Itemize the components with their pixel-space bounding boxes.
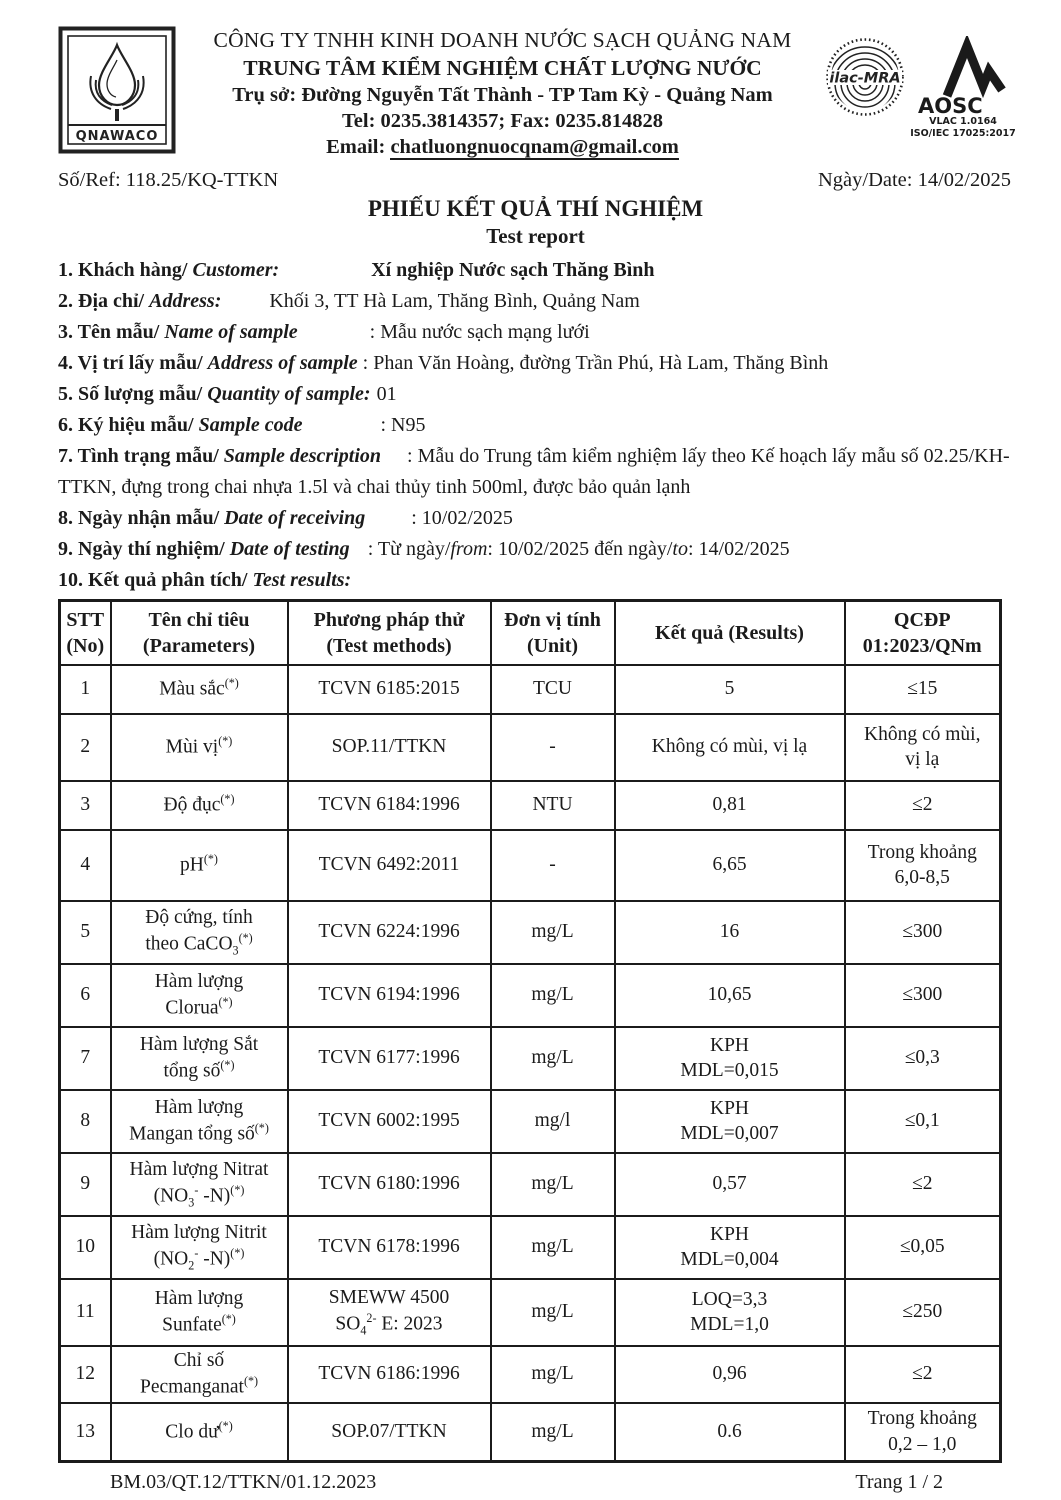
- cell-result: 6,65: [615, 830, 845, 901]
- cell-limit: Không có mùi, vị lạ: [845, 714, 1001, 781]
- cell-no: 12: [60, 1346, 111, 1403]
- cell-no: 4: [60, 830, 111, 901]
- column-header: QCĐP 01:2023/QNm: [845, 601, 1001, 665]
- info-item-date-testing: 9. Ngày thí nghiệm/ Date of testing : Từ ngày/from: 10/02/2025 đến ngày/to: 14/02/2025: [58, 538, 790, 560]
- report-subtitle: Test report: [486, 224, 585, 248]
- cell-param: Hàm lượng Mangan tổng số(*): [111, 1090, 288, 1153]
- vlac-code: VLAC 1.0164: [929, 116, 997, 127]
- cell-no: 8: [60, 1090, 111, 1153]
- cell-result: LOQ=3,3 MDL=1,0: [615, 1279, 845, 1346]
- letterhead: [58, 26, 1016, 159]
- column-header: STT (No): [60, 601, 111, 665]
- cell-result: KPH MDL=0,007: [615, 1090, 845, 1153]
- ilac-mra-logo-text: ilac-MRA: [829, 70, 901, 87]
- aosc-logo-icon: [910, 36, 1016, 140]
- info-item-sample-address: 4. Vị trí lấy mẫu/ Address of sample : Phan Văn Hoàng, đường Trần Phú, Hà Lam, Thăng Bình: [58, 352, 829, 374]
- ref-date: Ngày/Date: 14/02/2025: [817, 169, 1011, 191]
- cell-limit: ≤0,3: [845, 1027, 1001, 1090]
- cell-result: 0.6: [615, 1403, 845, 1462]
- cell-param: Mùi vị(*): [111, 714, 288, 781]
- info-item-quantity: 5. Số lượng mẫu/ Quantity of sample: 01: [58, 383, 397, 405]
- ref-number: Số/Ref: 118.25/KQ-TTKN: [58, 169, 279, 191]
- cell-unit: mg/l: [491, 1090, 615, 1153]
- form-code: BM.03/QT.12/TTKN/01.12.2023: [110, 1471, 377, 1493]
- cell-method: TCVN 6492:2011: [288, 830, 491, 901]
- cell-no: 6: [60, 964, 111, 1027]
- cell-method: SOP.11/TTKN: [288, 714, 491, 781]
- cell-unit: mg/L: [491, 1153, 615, 1216]
- accreditation-logos: [825, 26, 1016, 140]
- aosc-logo-text: AOSC: [918, 94, 983, 116]
- cell-result: 0,57: [615, 1153, 845, 1216]
- head-tel-fax: Tel: 0235.3814357; Fax: 0235.814828: [342, 110, 663, 132]
- table-row: [60, 1403, 1001, 1462]
- cell-param: Hàm lượng Sắt tổng số(*): [111, 1027, 288, 1090]
- table-row: [60, 1346, 1001, 1403]
- cell-unit: TCU: [491, 665, 615, 714]
- cell-limit: ≤250: [845, 1279, 1001, 1346]
- cell-result: 5: [615, 665, 845, 714]
- cell-no: 10: [60, 1216, 111, 1279]
- cell-unit: mg/L: [491, 1216, 615, 1279]
- cell-param: Hàm lượng Sunfate(*): [111, 1279, 288, 1346]
- letterhead-text: [180, 26, 825, 159]
- cell-unit: mg/L: [491, 901, 615, 964]
- table-row: [60, 714, 1001, 781]
- cell-method: TCVN 6185:2015: [288, 665, 491, 714]
- table-row: [60, 1216, 1001, 1279]
- cell-limit: ≤300: [845, 964, 1001, 1027]
- email-address: chatluongnuocqnam@gmail.com: [390, 136, 679, 158]
- cell-unit: mg/L: [491, 964, 615, 1027]
- column-header: Phương pháp thử (Test methods): [288, 601, 491, 665]
- info-item-date-receiving: 8. Ngày nhận mẫu/ Date of receiving : 10/02/2025: [58, 507, 513, 529]
- table-row: [60, 830, 1001, 901]
- cell-param: Độ đục(*): [111, 781, 288, 830]
- cell-method: SMEWW 4500 $SO_4^{2-}$ E: 2023: [288, 1279, 491, 1346]
- sample-info: [58, 255, 1013, 596]
- table-row: [60, 1027, 1001, 1090]
- iso-code: ISO/IEC 17025:2017: [910, 127, 1016, 139]
- table-row: [60, 901, 1001, 964]
- cell-method: TCVN 6224:1996: [288, 901, 491, 964]
- cell-method: TCVN 6180:1996: [288, 1153, 491, 1216]
- qnawaco-logo-text: QNAWACO: [75, 129, 159, 144]
- center-name: TRUNG TÂM KIỂM NGHIỆM CHẤT LƯỢNG NƯỚC: [243, 56, 762, 80]
- cell-param: Chỉ số Pecmanganat(*): [111, 1346, 288, 1403]
- cell-limit: Trong khoảng 6,0-8,5: [845, 830, 1001, 901]
- table-row: [60, 781, 1001, 830]
- table-row: [60, 1279, 1001, 1346]
- cell-result: KPH MDL=0,004: [615, 1216, 845, 1279]
- cell-no: 3: [60, 781, 111, 830]
- page-footer: [58, 1471, 1013, 1494]
- email-label: Email:: [326, 136, 386, 158]
- cell-limit: Trong khoảng 0,2 – 1,0: [845, 1403, 1001, 1462]
- info-item-sample-code: 6. Ký hiệu mẫu/ Sample code : N95: [58, 414, 426, 436]
- info-item-address: 2. Địa chỉ/ Address: Khối 3, TT Hà Lam, Thăng Bình, Quảng Nam: [58, 290, 640, 312]
- cell-limit: ≤0,05: [845, 1216, 1001, 1279]
- table-header-row: [60, 601, 1001, 665]
- cell-limit: ≤2: [845, 1346, 1001, 1403]
- cell-unit: -: [491, 830, 615, 901]
- column-header: Đơn vị tính (Unit): [491, 601, 615, 665]
- table-row: [60, 1090, 1001, 1153]
- qnawaco-logo-icon: [58, 26, 180, 159]
- cell-unit: mg/L: [491, 1346, 615, 1403]
- cell-no: 5: [60, 901, 111, 964]
- cell-result: 0,81: [615, 781, 845, 830]
- cell-limit: ≤300: [845, 901, 1001, 964]
- cell-method: TCVN 6178:1996: [288, 1216, 491, 1279]
- cell-param: Màu sắc(*): [111, 665, 288, 714]
- cell-param: Độ cứng, tính theo CaCO$_3$(*): [111, 901, 288, 964]
- cell-unit: mg/L: [491, 1279, 615, 1346]
- cell-no: 9: [60, 1153, 111, 1216]
- cell-method: SOP.07/TTKN: [288, 1403, 491, 1462]
- results-table-body: [60, 665, 1001, 1462]
- cell-param: Clo dư(*): [111, 1403, 288, 1462]
- cell-unit: mg/L: [491, 1403, 615, 1462]
- cell-result: Không có mùi, vị lạ: [615, 714, 845, 781]
- info-item-sample-name: 3. Tên mẫu/ Name of sample : Mẫu nước sạch mạng lưới: [58, 321, 590, 343]
- head-email-line: [184, 136, 821, 159]
- cell-param: Hàm lượng Clorua(*): [111, 964, 288, 1027]
- cell-no: 2: [60, 714, 111, 781]
- cell-no: 1: [60, 665, 111, 714]
- cell-result: 16: [615, 901, 845, 964]
- cell-no: 13: [60, 1403, 111, 1462]
- cell-result: 10,65: [615, 964, 845, 1027]
- cell-unit: NTU: [491, 781, 615, 830]
- ref-line: [58, 169, 1013, 192]
- cell-no: 11: [60, 1279, 111, 1346]
- cell-result: 0,96: [615, 1346, 845, 1403]
- column-header: Tên chỉ tiêu (Parameters): [111, 601, 288, 665]
- cell-unit: -: [491, 714, 615, 781]
- table-row: [60, 665, 1001, 714]
- page-number: Trang 1 / 2: [855, 1471, 943, 1493]
- cell-unit: mg/L: [491, 1027, 615, 1090]
- cell-limit: ≤0,1: [845, 1090, 1001, 1153]
- cell-method: TCVN 6194:1996: [288, 964, 491, 1027]
- company-name: CÔNG TY TNHH KINH DOANH NƯỚC SẠCH QUẢNG NAM: [213, 28, 792, 52]
- column-header: Kết quả (Results): [615, 601, 845, 665]
- cell-method: TCVN 6177:1996: [288, 1027, 491, 1090]
- cell-method: TCVN 6002:1995: [288, 1090, 491, 1153]
- cell-method: TCVN 6184:1996: [288, 781, 491, 830]
- cell-limit: ≤2: [845, 1153, 1001, 1216]
- info-item-customer: 1. Khách hàng/ Customer: Xí nghiệp Nước sạch Thăng Bình: [58, 259, 655, 281]
- results-table: [58, 599, 1002, 1463]
- cell-result: KPH MDL=0,015: [615, 1027, 845, 1090]
- cell-param: Hàm lượng Nitrit ($NO_2^-$ -N)(*): [111, 1216, 288, 1279]
- report-title: PHIẾU KẾT QUẢ THÍ NGHIỆM: [367, 196, 704, 221]
- info-item-test-results-heading: 10. Kết quả phân tích/ Test results:: [58, 569, 352, 591]
- info-item-sample-description: 7. Tình trạng mẫu/ Sample description : Mẫu do Trung tâm kiểm nghiệm lấy theo Kế hoạch lấy mẫu số 02.25/KH-TTKN, đựng trong chai nhựa 1.5l và chai thủy tinh 500ml, được bảo quản lạnh: [58, 445, 1010, 498]
- head-address: Trụ sở: Đường Nguyễn Tất Thành - TP Tam Kỳ - Quảng Nam: [232, 84, 773, 106]
- cell-param: pH(*): [111, 830, 288, 901]
- cell-limit: ≤2: [845, 781, 1001, 830]
- cell-limit: ≤15: [845, 665, 1001, 714]
- table-row: [60, 1153, 1001, 1216]
- cell-no: 7: [60, 1027, 111, 1090]
- cell-method: TCVN 6186:1996: [288, 1346, 491, 1403]
- ilac-mra-logo-icon: [825, 36, 905, 120]
- cell-param: Hàm lượng Nitrat ($NO_3^-$ -N)(*): [111, 1153, 288, 1216]
- table-row: [60, 964, 1001, 1027]
